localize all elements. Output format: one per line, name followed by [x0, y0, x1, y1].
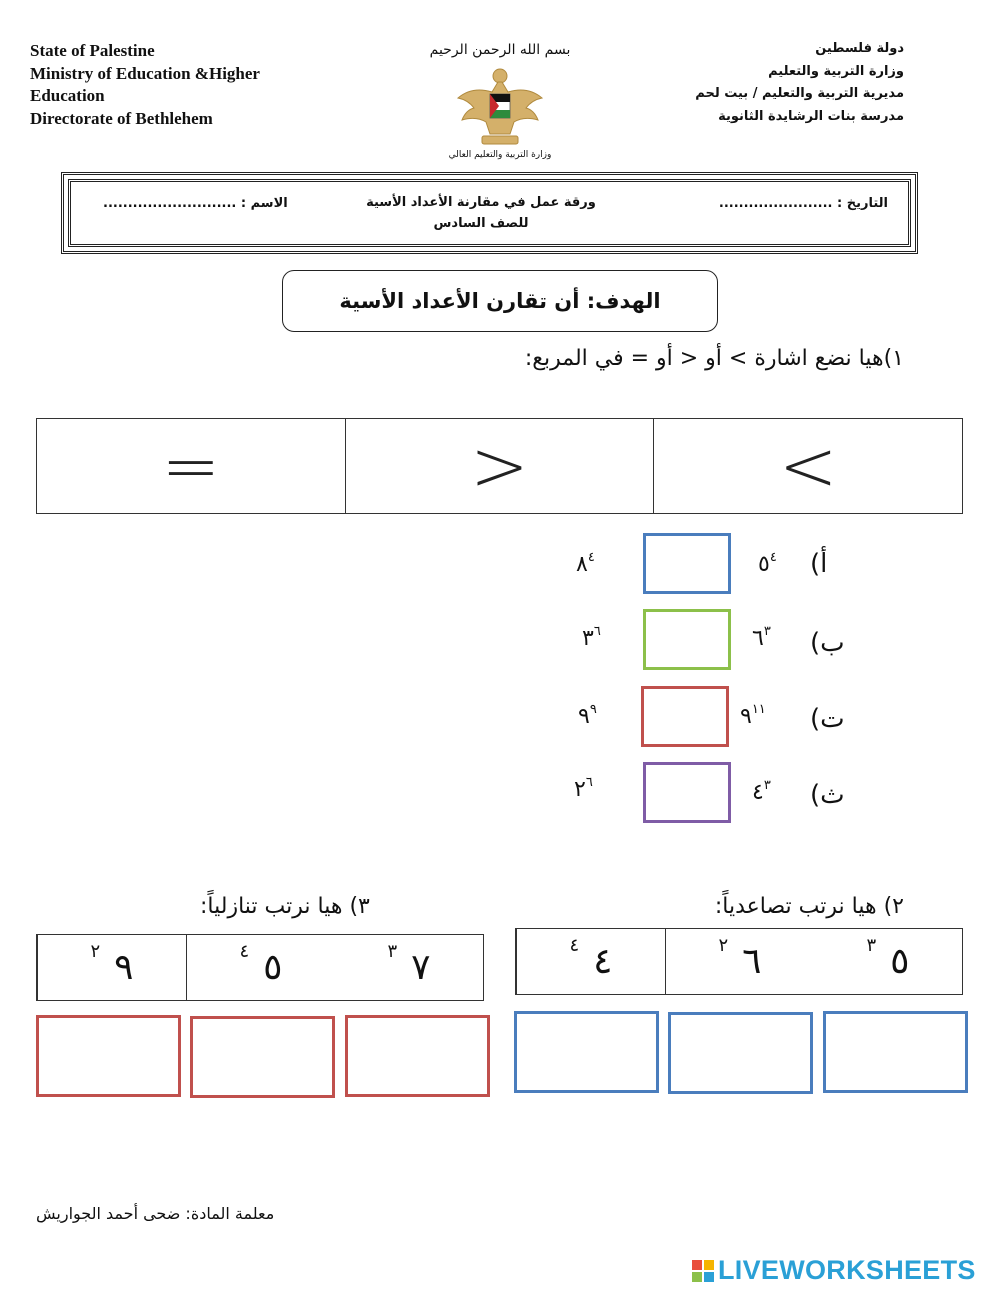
sign-less[interactable]: <	[653, 419, 962, 513]
power-exponent: ٩	[589, 702, 597, 717]
q2-answer-box[interactable]	[668, 1012, 813, 1094]
header-ar-line: وزارة التربية والتعليم	[768, 63, 904, 79]
item-left-power	[758, 552, 783, 577]
power-exponent: ٤	[587, 550, 595, 565]
header-ar-line: مديرية التربية والتعليم / بيت لحم	[695, 86, 904, 101]
item-right-power	[576, 552, 601, 577]
item-letter: ت)	[810, 704, 845, 734]
item-letter: أ)	[810, 549, 828, 579]
q3-prompt: ٣) هيا نرتب تنازلياً:	[200, 894, 370, 919]
worksheet-title-line: ورقة عمل في مقارنة الأعداد الأسية	[366, 195, 596, 210]
item-letter: ث)	[810, 780, 845, 810]
power-exponent: ٢	[718, 935, 729, 956]
header-en-line: Directorate of Bethlehem	[30, 108, 213, 128]
item-right-power	[578, 704, 603, 729]
q3-cell[interactable]	[37, 935, 186, 1000]
worksheet-title-box	[61, 172, 918, 254]
q3-answer-box[interactable]	[345, 1015, 490, 1097]
answer-box-d[interactable]	[643, 762, 731, 823]
power-base: ٦	[752, 626, 764, 651]
item-left-power	[740, 704, 772, 729]
q2-cell[interactable]	[665, 929, 814, 994]
header-ar-line: دولة فلسطين	[815, 41, 904, 56]
goal-box: الهدف: أن تقارن الأعداد الأسية	[282, 270, 718, 332]
power-exponent: ١١	[751, 702, 766, 717]
item-right-power	[574, 777, 599, 802]
item-left-power	[752, 780, 777, 805]
power-exponent: ٤	[769, 550, 777, 565]
palestine-eagle-emblem-icon	[452, 64, 548, 150]
teacher-name: معلمة المادة: ضحى أحمد الجواريش	[36, 1204, 275, 1223]
header-en-line: State of Palestine	[30, 41, 155, 60]
power-base: ٨	[576, 552, 588, 577]
item-letter: ب)	[810, 628, 845, 658]
power-base: ٤	[593, 941, 613, 982]
date-field[interactable]: التاريخ : .......................	[718, 196, 888, 211]
sign-greater[interactable]: >	[345, 419, 654, 513]
q3-cell[interactable]	[335, 935, 483, 1000]
power-exponent: ٤	[239, 941, 250, 962]
header-english	[30, 40, 260, 130]
liveworksheets-logo-icon	[692, 1260, 714, 1282]
power-exponent: ٣	[763, 624, 771, 639]
power-base: ٢	[574, 777, 586, 802]
header-en-line: Education	[30, 86, 105, 105]
power-exponent: ٣	[866, 935, 877, 956]
answer-box-a[interactable]	[643, 533, 731, 594]
power-base: ٩	[740, 704, 752, 729]
q2-cell[interactable]	[814, 929, 962, 994]
power-exponent: ٢	[90, 941, 101, 962]
item-left-power	[752, 626, 777, 651]
power-base: ٥	[263, 947, 283, 988]
q2-answer-box[interactable]	[514, 1011, 659, 1093]
q2-numbers-row	[515, 928, 963, 995]
sign-bank	[36, 418, 963, 514]
power-base: ٩	[578, 704, 590, 729]
q2-prompt: ٢) هيا نرتب تصاعدياً:	[714, 894, 904, 919]
liveworksheets-brand[interactable]	[692, 1255, 976, 1286]
power-base: ٣	[582, 626, 594, 651]
power-exponent: ٤	[569, 935, 580, 956]
q3-answer-box[interactable]	[36, 1015, 181, 1097]
item-right-power	[582, 626, 607, 651]
worksheet-title	[331, 192, 631, 234]
emblem-caption: وزارة التربية والتعليم العالي	[448, 150, 552, 160]
power-base: ٧	[411, 947, 431, 988]
q3-cell[interactable]	[186, 935, 335, 1000]
q2-cell[interactable]	[516, 929, 665, 994]
power-base: ٦	[742, 941, 762, 982]
power-base: ٥	[890, 941, 910, 982]
power-base: ٩	[114, 947, 134, 988]
worksheet-grade-line: للصف السادس	[433, 216, 529, 231]
basmala: بسم الله الرحمن الرحيم	[429, 42, 571, 58]
header-ar-line: مدرسة بنات الرشايدة الثانوية	[718, 108, 904, 124]
power-exponent: ٣	[387, 941, 398, 962]
q1-prompt: ١)هيا نضع اشارة > أو < أو = في المربع:	[524, 346, 904, 371]
power-exponent: ٦	[585, 775, 593, 790]
power-base: ٥	[758, 552, 770, 577]
answer-box-c[interactable]	[641, 686, 729, 747]
power-base: ٤	[752, 780, 764, 805]
power-exponent: ٦	[593, 624, 601, 639]
brand-text: LIVEWORKSHEETS	[718, 1255, 976, 1285]
name-field[interactable]: الاسم : ...........................	[103, 196, 288, 211]
header-en-line: Ministry of Education &Higher	[30, 63, 260, 83]
power-exponent: ٣	[763, 778, 771, 793]
header-arabic	[695, 38, 904, 128]
q3-answer-box[interactable]	[190, 1016, 335, 1098]
q2-answer-box[interactable]	[823, 1011, 968, 1093]
sign-equal[interactable]: =	[161, 425, 221, 507]
answer-box-b[interactable]	[643, 609, 731, 670]
q3-numbers-row	[36, 934, 484, 1001]
